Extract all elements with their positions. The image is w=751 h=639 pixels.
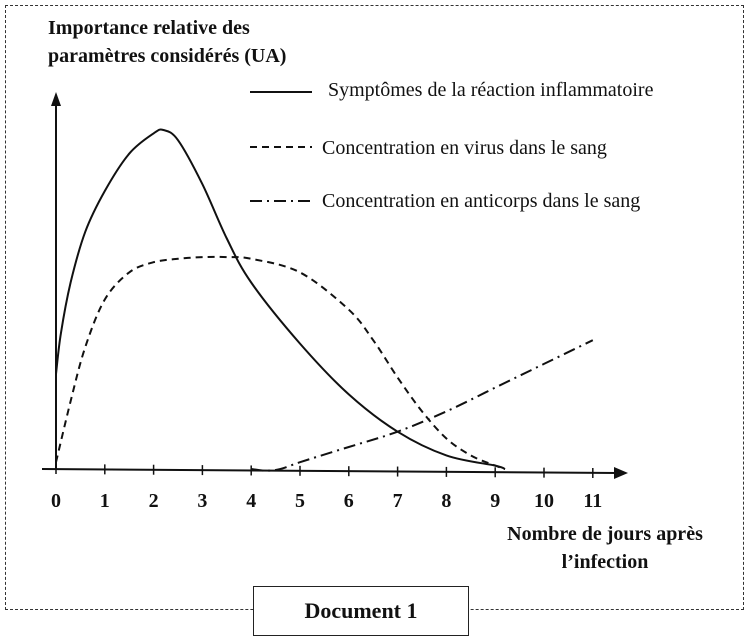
x-axis-line: [42, 469, 618, 473]
x-tick-label-9: 9: [490, 490, 501, 512]
y-axis-label-line1: Importance relative des: [48, 17, 250, 39]
x-axis-label-line2: l’infection: [561, 551, 649, 573]
x-axis-label-line1: Nombre de jours après: [507, 523, 703, 545]
document-title-box: [253, 586, 469, 636]
symptoms-curve: [56, 129, 505, 469]
x-tick-label-6: 6: [343, 490, 354, 512]
x-tick-label-2: 2: [148, 490, 159, 512]
legend-label-antibodies: Concentration en anticorps dans le sang: [322, 190, 641, 212]
y-axis-arrow: [51, 92, 61, 106]
x-tick-label-1: 1: [99, 490, 110, 512]
legend-label-symptoms: Symptômes de la réaction inflammatoire: [328, 79, 654, 101]
x-tick-label-11: 11: [583, 490, 603, 512]
x-tick-label-8: 8: [441, 490, 452, 512]
x-tick-label-0: 0: [51, 490, 61, 512]
x-tick-label-7: 7: [392, 490, 403, 512]
x-tick-label-5: 5: [295, 490, 305, 512]
virus-concentration-curve: [56, 257, 505, 469]
legend-label-virus: Concentration en virus dans le sang: [322, 137, 607, 159]
x-tick-label-10: 10: [534, 490, 554, 512]
y-axis-label-line2: paramètres considérés (UA): [48, 45, 287, 67]
x-axis-label: [470, 520, 740, 576]
x-tick-label-3: 3: [197, 490, 208, 512]
antibody-concentration-curve: [251, 340, 593, 471]
x-axis-arrow: [614, 467, 628, 479]
document-title: Document 1: [304, 598, 418, 623]
x-tick-label-4: 4: [246, 490, 257, 512]
